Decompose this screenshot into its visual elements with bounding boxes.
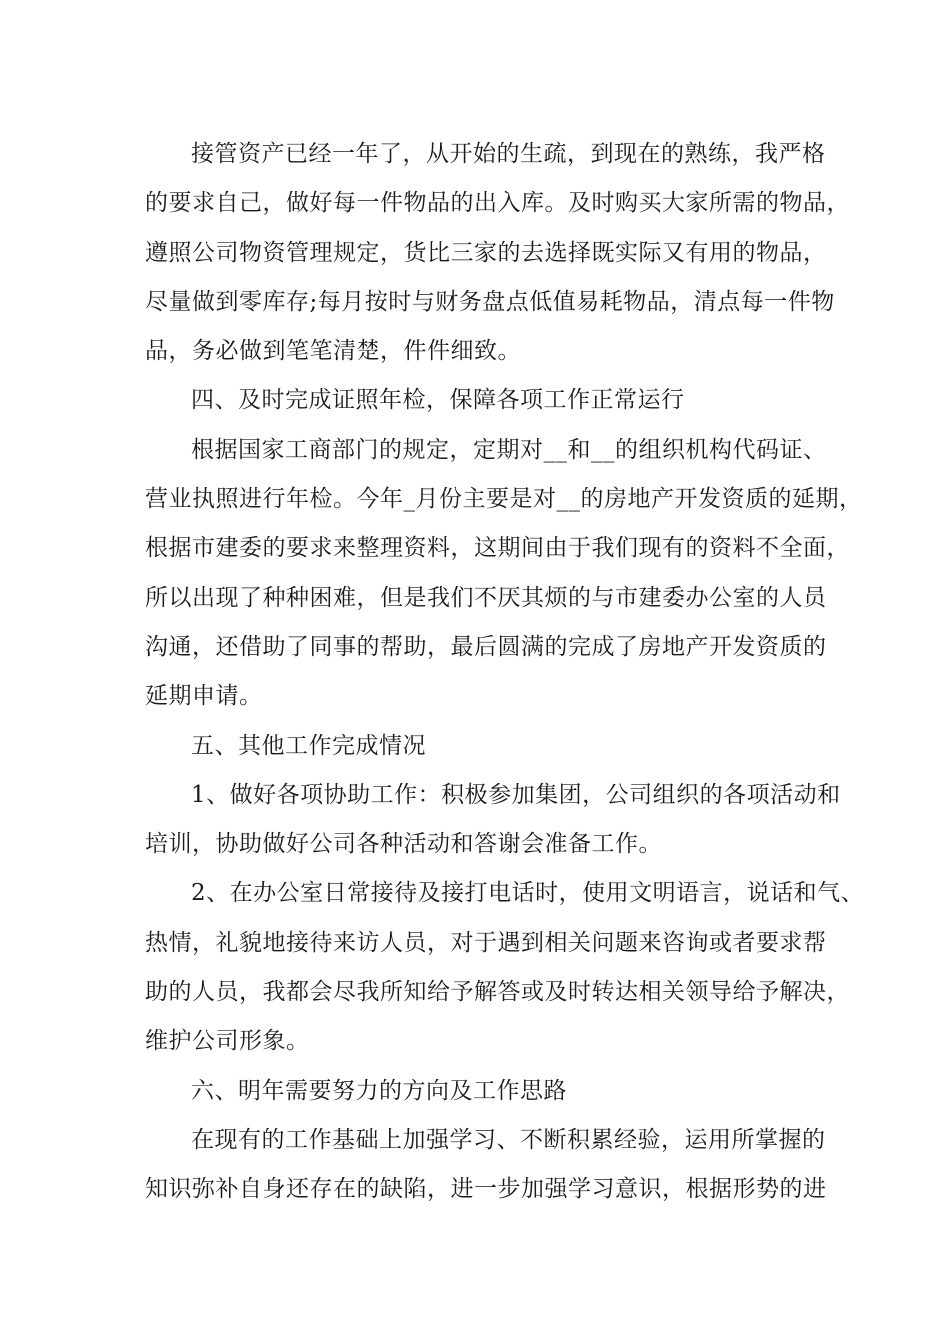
paragraph-asset-management <box>145 130 850 376</box>
section-heading-5 <box>145 722 825 771</box>
text-line: 维护公司形象。 <box>145 1028 310 1055</box>
text-line: 尽量做到零库存;每月按时与财务盘点低值易耗物品，清点每一件物 <box>145 288 835 315</box>
text-line: 根据市建委的要求来整理资料，这期间由于我们现有的资料不全面， <box>145 535 850 562</box>
heading-text: 四、及时完成证照年检，保障各项工作正常运行 <box>191 387 685 414</box>
text-line: 在现有的工作基础上加强学习、不断积累经验，运用所掌握的 <box>191 1126 826 1153</box>
heading-text: 六、明年需要努力的方向及工作思路 <box>191 1077 567 1104</box>
text-line: 接管资产已经一年了，从开始的生疏，到现在的熟练，我严格 <box>191 141 826 167</box>
text-line: 品，务必做到笔笔清楚，件件细致。 <box>145 338 521 365</box>
paragraph-item-1 <box>145 771 841 870</box>
section-heading-4 <box>145 376 825 425</box>
text-line: 培训，协助做好公司各种活动和答谢会准备工作。 <box>145 831 662 858</box>
text-line: 热情，礼貌地接待来访人员，对于遇到相关问题来咨询或者要求帮 <box>145 929 827 956</box>
text-line: 助的人员，我都会尽我所知给予解答或及时转达相关领导给予解决， <box>145 979 850 1006</box>
text-line: 1、做好各项协助工作：积极参加集团，公司组织的各项活动和 <box>191 781 841 808</box>
text-line: 沟通，还借助了同事的帮助，最后圆满的完成了房地产开发资质的 <box>145 633 827 660</box>
paragraph-next-year-plan <box>145 1116 825 1215</box>
paragraph-item-2 <box>145 869 865 1066</box>
text-line: 所以出现了种种困难，但是我们不厌其烦的与市建委办公室的人员 <box>145 584 827 611</box>
text-line: 延期申请。 <box>145 683 263 710</box>
text-line: 的要求自己，做好每一件物品的出入库。及时购买大家所需的物品， <box>145 190 850 217</box>
text-line: 根据国家工商部门的规定，定期对__和__的组织机构代码证、 <box>191 436 827 463</box>
paragraph-annual-inspection <box>145 426 863 722</box>
heading-text: 五、其他工作完成情况 <box>191 732 426 759</box>
text-line: 营业执照进行年检。今年_月份主要是对__的房地产开发资质的延期， <box>145 486 863 513</box>
text-line: 遵照公司物资管理规定，货比三家的去选择既实际又有用的物品， <box>145 239 827 266</box>
section-heading-6 <box>145 1067 825 1116</box>
document-body <box>145 130 865 1215</box>
text-line: 知识弥补自身还存在的缺陷，进一步加强学习意识，根据形势的进 <box>145 1176 827 1203</box>
text-line: 2、在办公室日常接待及接打电话时，使用文明语言，说话和气、 <box>191 880 865 907</box>
